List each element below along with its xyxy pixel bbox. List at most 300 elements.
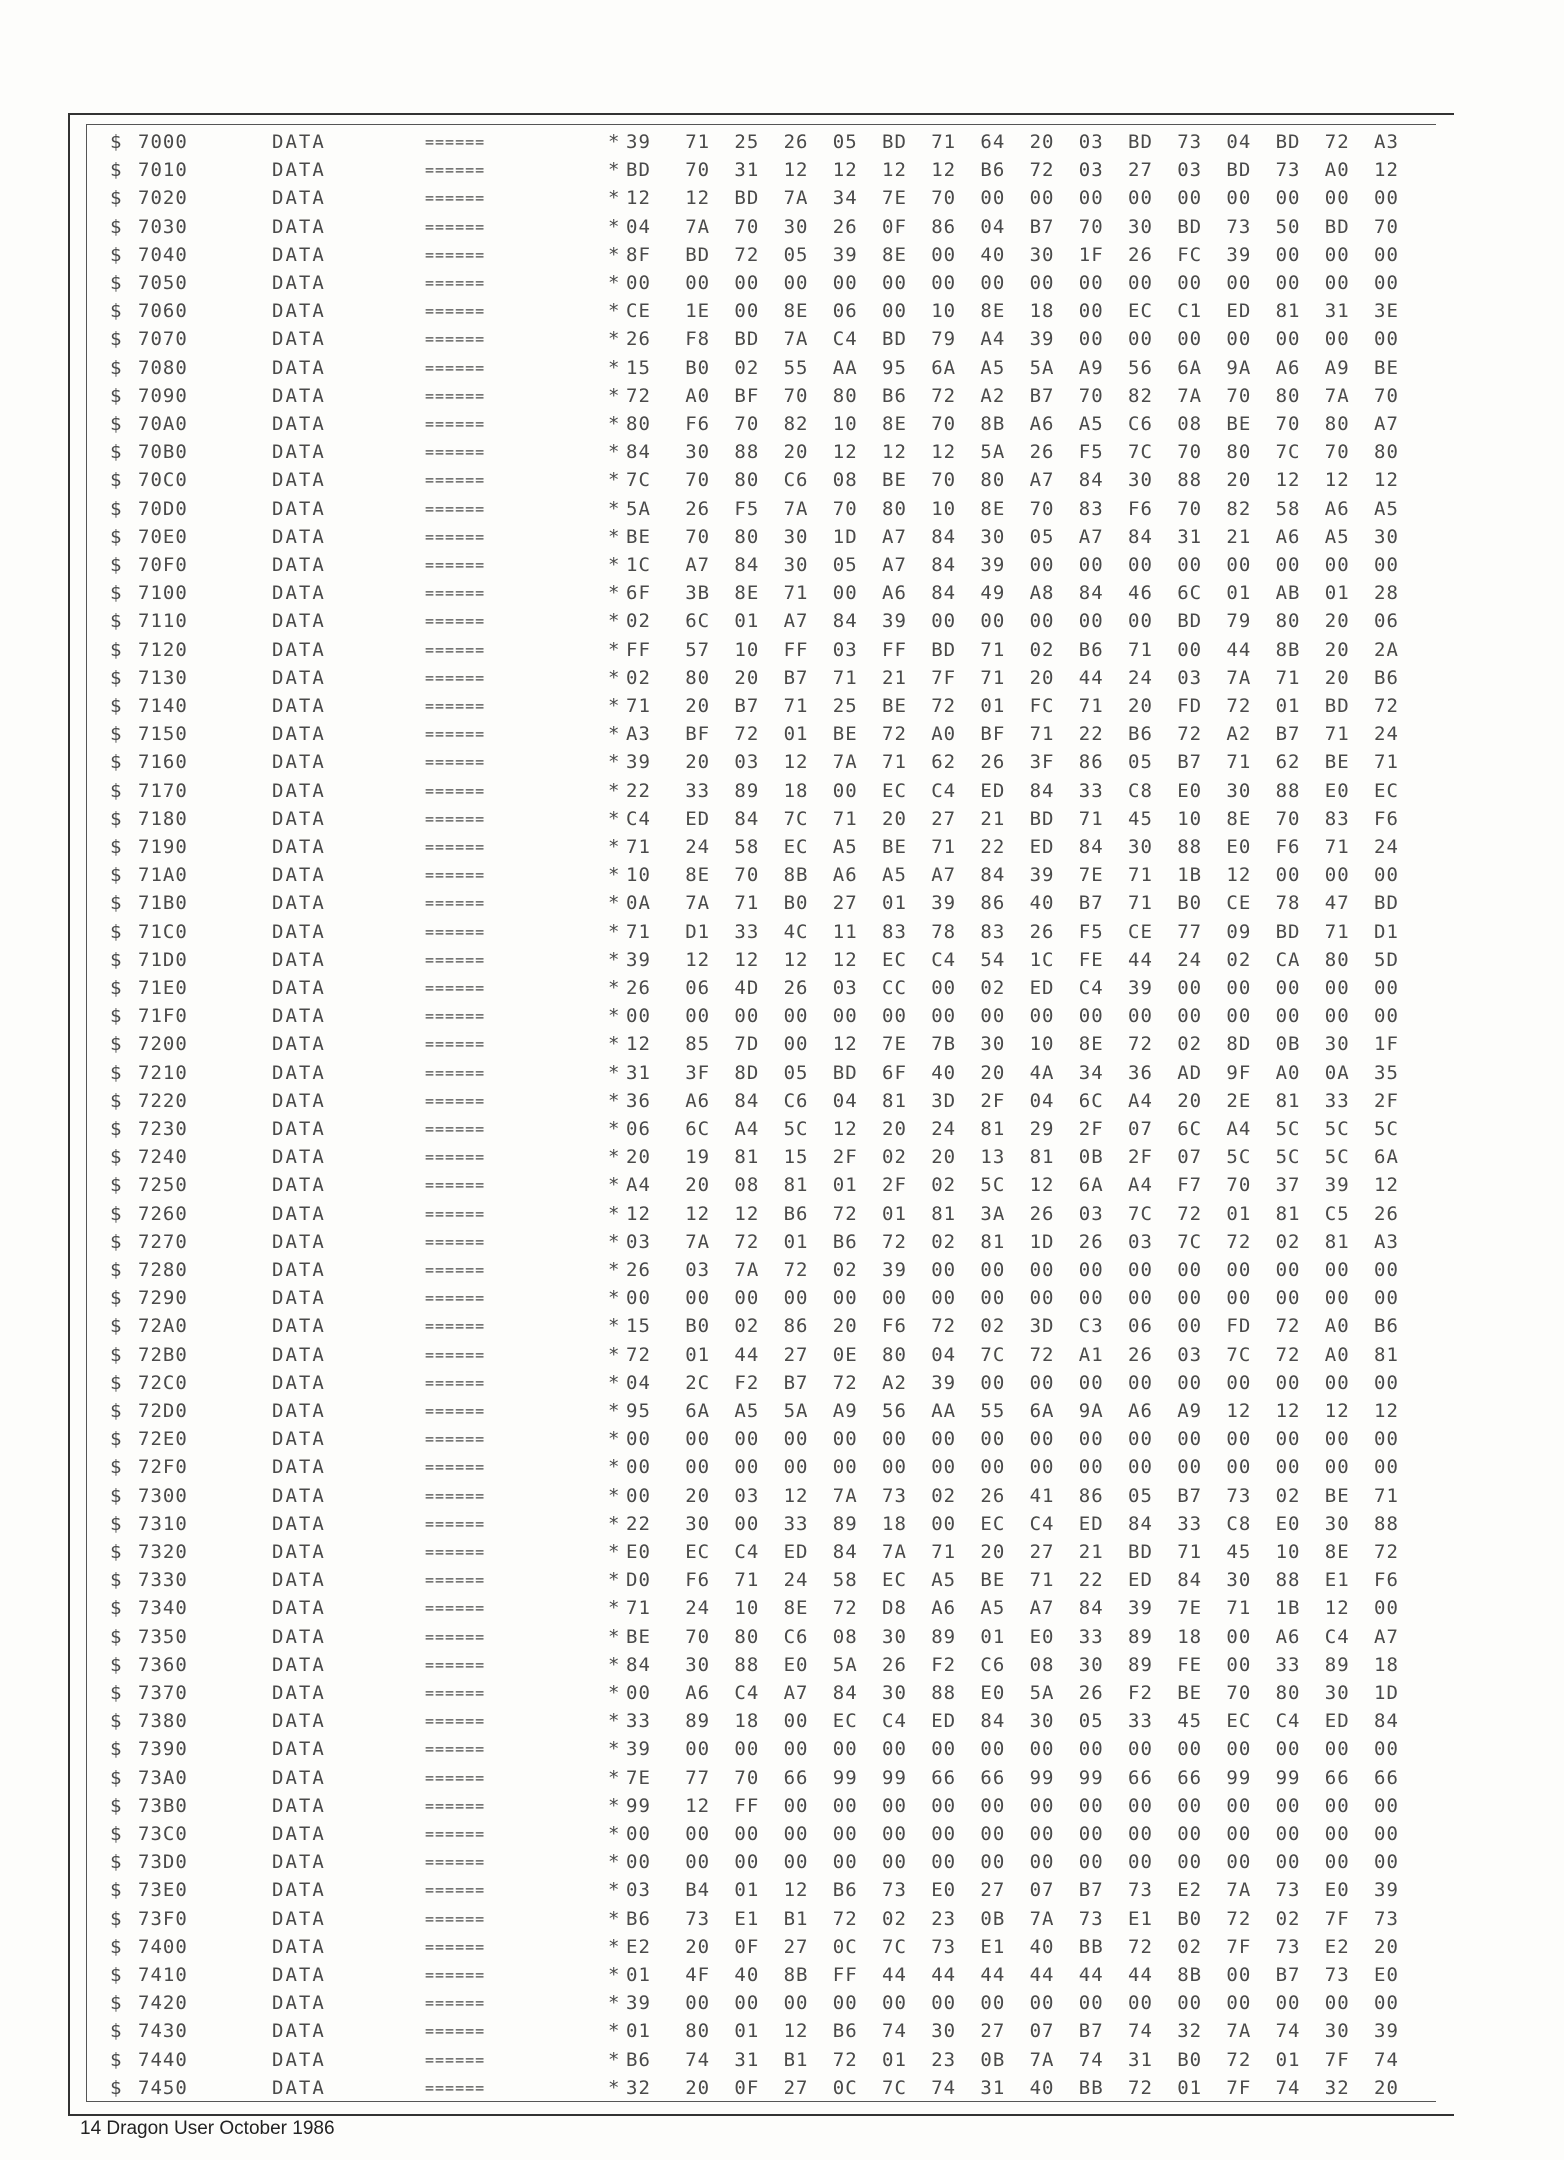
row-separator: ======: [425, 1514, 486, 1533]
row-separator: ======: [425, 2022, 486, 2041]
data-byte: 26: [626, 977, 651, 999]
data-byte: 71: [1226, 751, 1252, 774]
data-byte: 8E: [734, 582, 760, 605]
data-byte: 00: [980, 1794, 1006, 1817]
row-address: 7190: [138, 836, 188, 858]
row-separator: ======: [425, 1232, 486, 1251]
data-byte: A5: [1374, 497, 1399, 520]
data-byte: 4A: [1029, 1061, 1055, 1084]
data-byte: 74: [931, 2076, 957, 2099]
hex-prefix: $: [110, 920, 122, 943]
data-byte: 7A: [734, 1259, 760, 1281]
row-address: 7090: [138, 384, 188, 407]
data-byte: 44: [1128, 948, 1153, 971]
data-byte: 00: [882, 1794, 907, 1817]
data-byte: 72: [882, 723, 907, 746]
hex-prefix: $: [110, 1202, 122, 1225]
data-byte: 00: [1374, 554, 1399, 576]
data-byte: 9A: [1226, 356, 1252, 379]
data-byte: 20: [1226, 469, 1252, 492]
data-byte: 27: [1029, 1541, 1055, 1563]
row-keyword: DATA: [272, 836, 326, 858]
data-byte: ED: [1324, 1710, 1350, 1733]
data-byte: 00: [783, 272, 809, 294]
row-separator: ======: [425, 302, 486, 321]
data-byte: 70: [685, 525, 711, 548]
data-byte: 71: [1078, 695, 1104, 717]
row-separator: ======: [425, 499, 486, 518]
data-byte: 72: [1128, 1935, 1153, 1958]
row-keyword: DATA: [272, 1005, 326, 1028]
data-byte: 00: [1177, 1428, 1203, 1451]
data-byte: C4: [734, 1682, 760, 1704]
byte-marker: *: [608, 215, 620, 238]
data-byte: 07: [1128, 1118, 1153, 1140]
hex-prefix: $: [110, 1315, 122, 1338]
data-byte: BE: [980, 1569, 1006, 1592]
data-byte: 73: [1275, 1935, 1301, 1958]
data-byte: 33: [1078, 1625, 1104, 1648]
data-byte: 00: [685, 1992, 711, 2015]
data-byte: 01: [734, 610, 760, 633]
data-byte: 02: [931, 1484, 957, 1507]
data-byte: 12: [1374, 1400, 1399, 1422]
data-byte: 07: [1029, 1879, 1055, 1902]
data-byte: A0: [931, 723, 957, 746]
data-byte: 1C: [626, 554, 651, 576]
data-byte: ED: [1029, 836, 1055, 858]
row-keyword: DATA: [272, 1428, 326, 1451]
data-byte: 7F: [1324, 2048, 1350, 2071]
data-byte: E1: [980, 1935, 1006, 1958]
data-byte: 39: [980, 554, 1006, 576]
data-byte: 73: [1275, 159, 1301, 182]
data-byte: 84: [1078, 836, 1104, 858]
data-byte: 00: [980, 1371, 1006, 1394]
data-byte: A5: [882, 864, 907, 887]
data-byte: 88: [1177, 469, 1203, 492]
row-address: 7220: [138, 1089, 188, 1112]
data-byte: 12: [626, 1033, 651, 1056]
data-byte: 00: [685, 1005, 711, 1028]
byte-marker: *: [608, 1400, 620, 1422]
data-byte: 12: [783, 1484, 809, 1507]
data-byte: A6: [1275, 525, 1301, 548]
data-byte: 12: [1324, 1400, 1350, 1422]
data-byte: 20: [1374, 2076, 1399, 2099]
data-byte: 79: [931, 328, 957, 351]
data-byte: 0F: [734, 1935, 760, 1958]
data-byte: 00: [980, 1259, 1006, 1281]
data-byte: 25: [832, 695, 858, 717]
row-separator: ======: [425, 189, 486, 208]
data-byte: 02: [1177, 1033, 1203, 1056]
data-byte: 00: [626, 1682, 651, 1704]
data-byte: C4: [1029, 1512, 1055, 1535]
data-byte: A7: [1374, 413, 1399, 435]
data-byte: 30: [1078, 1653, 1104, 1676]
data-byte: 12: [685, 948, 711, 971]
data-byte: 00: [931, 1512, 957, 1535]
data-byte: 06: [1374, 610, 1399, 633]
data-byte: 00: [980, 1456, 1006, 1479]
data-byte: 00: [980, 1992, 1006, 2015]
data-byte: 33: [783, 1512, 809, 1535]
hex-prefix: $: [110, 1174, 122, 1197]
data-byte: 05: [1128, 1484, 1153, 1507]
data-byte: 74: [1128, 2020, 1153, 2043]
data-byte: 39: [832, 243, 858, 266]
data-byte: 99: [1275, 1766, 1301, 1789]
data-byte: B0: [685, 356, 711, 379]
data-byte: 05: [1078, 1710, 1104, 1733]
data-byte: 03: [734, 751, 760, 774]
hex-prefix: $: [110, 272, 122, 294]
data-byte: A5: [931, 1569, 957, 1592]
data-byte: 26: [980, 1484, 1006, 1507]
data-byte: 00: [931, 1823, 957, 1845]
data-byte: 00: [882, 1823, 907, 1845]
data-byte: 00: [1177, 638, 1203, 661]
data-byte: 00: [1128, 1371, 1153, 1394]
data-byte: 70: [1226, 1682, 1252, 1704]
data-byte: 00: [1128, 1823, 1153, 1845]
data-byte: 01: [734, 1879, 760, 1902]
row-keyword: DATA: [272, 638, 326, 661]
row-address: 71A0: [138, 864, 188, 887]
data-byte: 3F: [1029, 751, 1055, 774]
data-byte: FE: [1177, 1653, 1203, 1676]
row-address: 70F0: [138, 554, 188, 576]
data-byte: 27: [980, 1879, 1006, 1902]
data-byte: BE: [882, 695, 907, 717]
data-byte: BD: [1275, 131, 1301, 153]
hex-prefix: $: [110, 1259, 122, 1281]
data-byte: 30: [1374, 525, 1399, 548]
hex-prefix: $: [110, 554, 122, 576]
data-byte: F5: [734, 497, 760, 520]
byte-marker: *: [608, 1569, 620, 1592]
data-byte: 40: [734, 1964, 760, 1986]
data-byte: 00: [1226, 1428, 1252, 1451]
row-address: 7030: [138, 215, 188, 238]
data-byte: 7C: [882, 1935, 907, 1958]
data-byte: 00: [882, 300, 907, 323]
data-byte: 30: [1324, 1512, 1350, 1535]
data-byte: BE: [1324, 751, 1350, 774]
data-byte: 0F: [882, 215, 907, 238]
row-address: 7060: [138, 300, 188, 323]
data-byte: 72: [1226, 1230, 1252, 1253]
data-byte: 00: [931, 610, 957, 633]
data-byte: ED: [783, 1541, 809, 1563]
data-byte: B7: [1029, 384, 1055, 407]
data-byte: 12: [783, 948, 809, 971]
data-byte: 66: [1374, 1766, 1399, 1789]
data-byte: B6: [980, 159, 1006, 182]
data-byte: 00: [980, 610, 1006, 633]
row-separator: ======: [425, 753, 486, 772]
row-address: 7380: [138, 1710, 188, 1733]
data-byte: 39: [931, 892, 957, 915]
data-byte: A6: [931, 1597, 957, 1620]
data-byte: 00: [931, 1794, 957, 1817]
data-byte: 73: [882, 1879, 907, 1902]
byte-marker: *: [608, 1118, 620, 1140]
data-byte: 39: [1029, 864, 1055, 887]
data-byte: 00: [1226, 187, 1252, 210]
data-byte: 39: [626, 1738, 651, 1761]
row-keyword: DATA: [272, 807, 326, 830]
data-byte: 22: [980, 836, 1006, 858]
data-byte: 70: [685, 469, 711, 492]
hex-prefix: $: [110, 1879, 122, 1902]
data-byte: 2F: [882, 1174, 907, 1197]
data-byte: 0E: [832, 1343, 858, 1366]
byte-marker: *: [608, 1230, 620, 1253]
data-byte: 00: [882, 1456, 907, 1479]
data-byte: 00: [1374, 272, 1399, 294]
data-byte: A6: [882, 582, 907, 605]
data-byte: 00: [1324, 328, 1350, 351]
data-byte: 2F: [832, 1146, 858, 1169]
byte-marker: *: [608, 300, 620, 323]
data-byte: 02: [931, 1230, 957, 1253]
data-byte: 00: [1128, 328, 1153, 351]
data-byte: 99: [832, 1766, 858, 1789]
data-byte: 66: [783, 1766, 809, 1789]
data-byte: 03: [1078, 1202, 1104, 1225]
byte-marker: *: [608, 1794, 620, 1817]
byte-marker: *: [608, 1541, 620, 1563]
data-byte: BD: [1029, 807, 1055, 830]
row-keyword: DATA: [272, 497, 326, 520]
data-byte: 30: [882, 1625, 907, 1648]
data-byte: 00: [1029, 1823, 1055, 1845]
hex-prefix: $: [110, 1033, 122, 1056]
data-byte: 84: [1128, 525, 1153, 548]
data-byte: 40: [1029, 892, 1055, 915]
data-byte: B7: [783, 1371, 809, 1394]
row-address: 7050: [138, 272, 188, 294]
byte-marker: *: [608, 1682, 620, 1704]
data-byte: A6: [1275, 356, 1301, 379]
row-address: 7140: [138, 695, 188, 717]
data-byte: 45: [1177, 1710, 1203, 1733]
data-byte: 40: [931, 1061, 957, 1084]
data-byte: 8E: [882, 413, 907, 435]
hex-prefix: $: [110, 1794, 122, 1817]
data-byte: 10: [1177, 807, 1203, 830]
data-byte: 00: [1128, 1851, 1153, 1874]
data-byte: 00: [1029, 1851, 1055, 1874]
data-byte: 30: [783, 554, 809, 576]
data-byte: A2: [882, 1371, 907, 1394]
data-byte: 00: [685, 1823, 711, 1845]
hex-prefix: $: [110, 2048, 122, 2071]
row-address: 72B0: [138, 1343, 188, 1366]
data-byte: 00: [1078, 328, 1104, 351]
data-byte: CA: [1275, 948, 1301, 971]
data-byte: 00: [783, 1287, 809, 1310]
data-byte: 66: [1324, 1766, 1350, 1789]
data-byte: 70: [734, 1766, 760, 1789]
data-byte: 26: [1029, 441, 1055, 464]
row-address: 70D0: [138, 497, 188, 520]
data-byte: 30: [1128, 469, 1153, 492]
data-byte: 20: [1324, 666, 1350, 689]
row-separator: ======: [425, 1994, 486, 2013]
hex-prefix: $: [110, 1512, 122, 1535]
row-keyword: DATA: [272, 243, 326, 266]
data-byte: 6A: [685, 1400, 711, 1422]
data-byte: 00: [882, 1738, 907, 1761]
data-byte: F6: [685, 1569, 711, 1592]
data-byte: B6: [832, 1879, 858, 1902]
data-byte: 00: [1029, 1738, 1055, 1761]
data-byte: 4D: [734, 977, 760, 999]
data-byte: BF: [980, 723, 1006, 746]
data-byte: 02: [734, 1315, 760, 1338]
data-byte: A2: [980, 384, 1006, 407]
hex-prefix: $: [110, 1823, 122, 1845]
data-byte: 00: [734, 1456, 760, 1479]
data-byte: F6: [1128, 497, 1153, 520]
data-byte: 02: [1226, 948, 1252, 971]
data-byte: BD: [1374, 892, 1399, 915]
data-byte: 05: [1029, 525, 1055, 548]
data-byte: 71: [1029, 723, 1055, 746]
data-byte: 00: [783, 1738, 809, 1761]
data-byte: 72: [734, 243, 760, 266]
data-byte: 81: [980, 1230, 1006, 1253]
row-keyword: DATA: [272, 666, 326, 689]
data-byte: 1F: [1078, 243, 1104, 266]
row-address: 7070: [138, 328, 188, 351]
row-keyword: DATA: [272, 272, 326, 294]
row-address: 7300: [138, 1484, 188, 1507]
row-separator: ======: [425, 979, 486, 997]
data-byte: 45: [1226, 1541, 1252, 1563]
row-keyword: DATA: [272, 1061, 326, 1084]
data-byte: 88: [734, 441, 760, 464]
data-byte: 2F: [980, 1089, 1006, 1112]
data-byte: 66: [931, 1766, 957, 1789]
data-byte: 05: [783, 243, 809, 266]
data-byte: 00: [734, 1005, 760, 1028]
data-byte: FD: [1226, 1315, 1252, 1338]
data-byte: ED: [1226, 300, 1252, 323]
data-byte: 72: [1226, 695, 1252, 717]
row-keyword: DATA: [272, 554, 326, 576]
row-address: 7170: [138, 779, 188, 802]
data-byte: 00: [1226, 272, 1252, 294]
row-keyword: DATA: [272, 159, 326, 182]
data-byte: 12: [1374, 159, 1399, 182]
byte-marker: *: [608, 1061, 620, 1084]
data-byte: A3: [1374, 131, 1399, 153]
row-separator: ======: [425, 1120, 486, 1138]
data-byte: 0B: [980, 1907, 1006, 1930]
data-byte: 6C: [685, 1118, 711, 1140]
data-byte: 72: [1226, 1907, 1252, 1930]
data-byte: 10: [734, 638, 760, 661]
data-byte: BD: [882, 131, 907, 153]
data-byte: FF: [734, 1794, 760, 1817]
byte-marker: *: [608, 1964, 620, 1986]
data-byte: A4: [734, 1118, 760, 1140]
data-byte: 71: [832, 807, 858, 830]
row-separator: ======: [425, 950, 486, 969]
data-byte: 20: [1374, 1935, 1399, 1958]
data-byte: 81: [1275, 1202, 1301, 1225]
data-byte: 33: [1078, 779, 1104, 802]
data-byte: 7D: [734, 1033, 760, 1056]
data-byte: 00: [1177, 1851, 1203, 1874]
data-byte: 31: [734, 159, 760, 182]
hex-prefix: $: [110, 1541, 122, 1563]
data-byte: 18: [783, 779, 809, 802]
data-byte: 00: [832, 779, 858, 802]
data-byte: 00: [1324, 1992, 1350, 2015]
data-byte: 80: [1275, 384, 1301, 407]
row-separator: ======: [425, 1373, 486, 1392]
row-separator: ======: [425, 1796, 486, 1815]
hex-prefix: $: [110, 1653, 122, 1676]
data-byte: 12: [931, 159, 957, 182]
data-byte: 00: [980, 1851, 1006, 1874]
data-byte: 26: [832, 215, 858, 238]
data-byte: 71: [931, 1541, 957, 1563]
row-address: 7100: [138, 582, 188, 605]
data-byte: 81: [1029, 1146, 1055, 1169]
data-byte: 88: [734, 1653, 760, 1676]
data-byte: 00: [1078, 1851, 1104, 1874]
data-byte: 00: [1275, 1992, 1301, 2015]
data-byte: ED: [1078, 1512, 1104, 1535]
data-byte: 22: [626, 1512, 651, 1535]
hex-prefix: $: [110, 1935, 122, 1958]
row-keyword: DATA: [272, 1710, 326, 1733]
data-byte: 8D: [734, 1061, 760, 1084]
data-byte: E0: [1275, 1512, 1301, 1535]
data-byte: BE: [1324, 1484, 1350, 1507]
data-byte: 82: [783, 413, 809, 435]
row-keyword: DATA: [272, 892, 326, 915]
data-byte: A7: [783, 1682, 809, 1704]
data-byte: 00: [1226, 1371, 1252, 1394]
data-byte: 00: [1128, 272, 1153, 294]
row-address: 73C0: [138, 1823, 188, 1845]
data-byte: 00: [1029, 554, 1055, 576]
row-separator: ======: [425, 1966, 486, 1984]
data-byte: 70: [1177, 441, 1203, 464]
data-byte: 5A: [1029, 356, 1055, 379]
data-byte: 73: [1128, 1879, 1153, 1902]
data-byte: B6: [832, 2020, 858, 2043]
data-byte: F6: [882, 1315, 907, 1338]
data-byte: 80: [626, 413, 651, 435]
data-byte: 03: [1177, 1343, 1203, 1366]
data-byte: 12: [734, 1202, 760, 1225]
hex-prefix: $: [110, 441, 122, 464]
data-byte: 00: [783, 1710, 809, 1733]
data-byte: 00: [1275, 187, 1301, 210]
row-keyword: DATA: [272, 920, 326, 943]
data-byte: 73: [931, 1935, 957, 1958]
data-byte: 0B: [980, 2048, 1006, 2071]
data-byte: 71: [980, 638, 1006, 661]
